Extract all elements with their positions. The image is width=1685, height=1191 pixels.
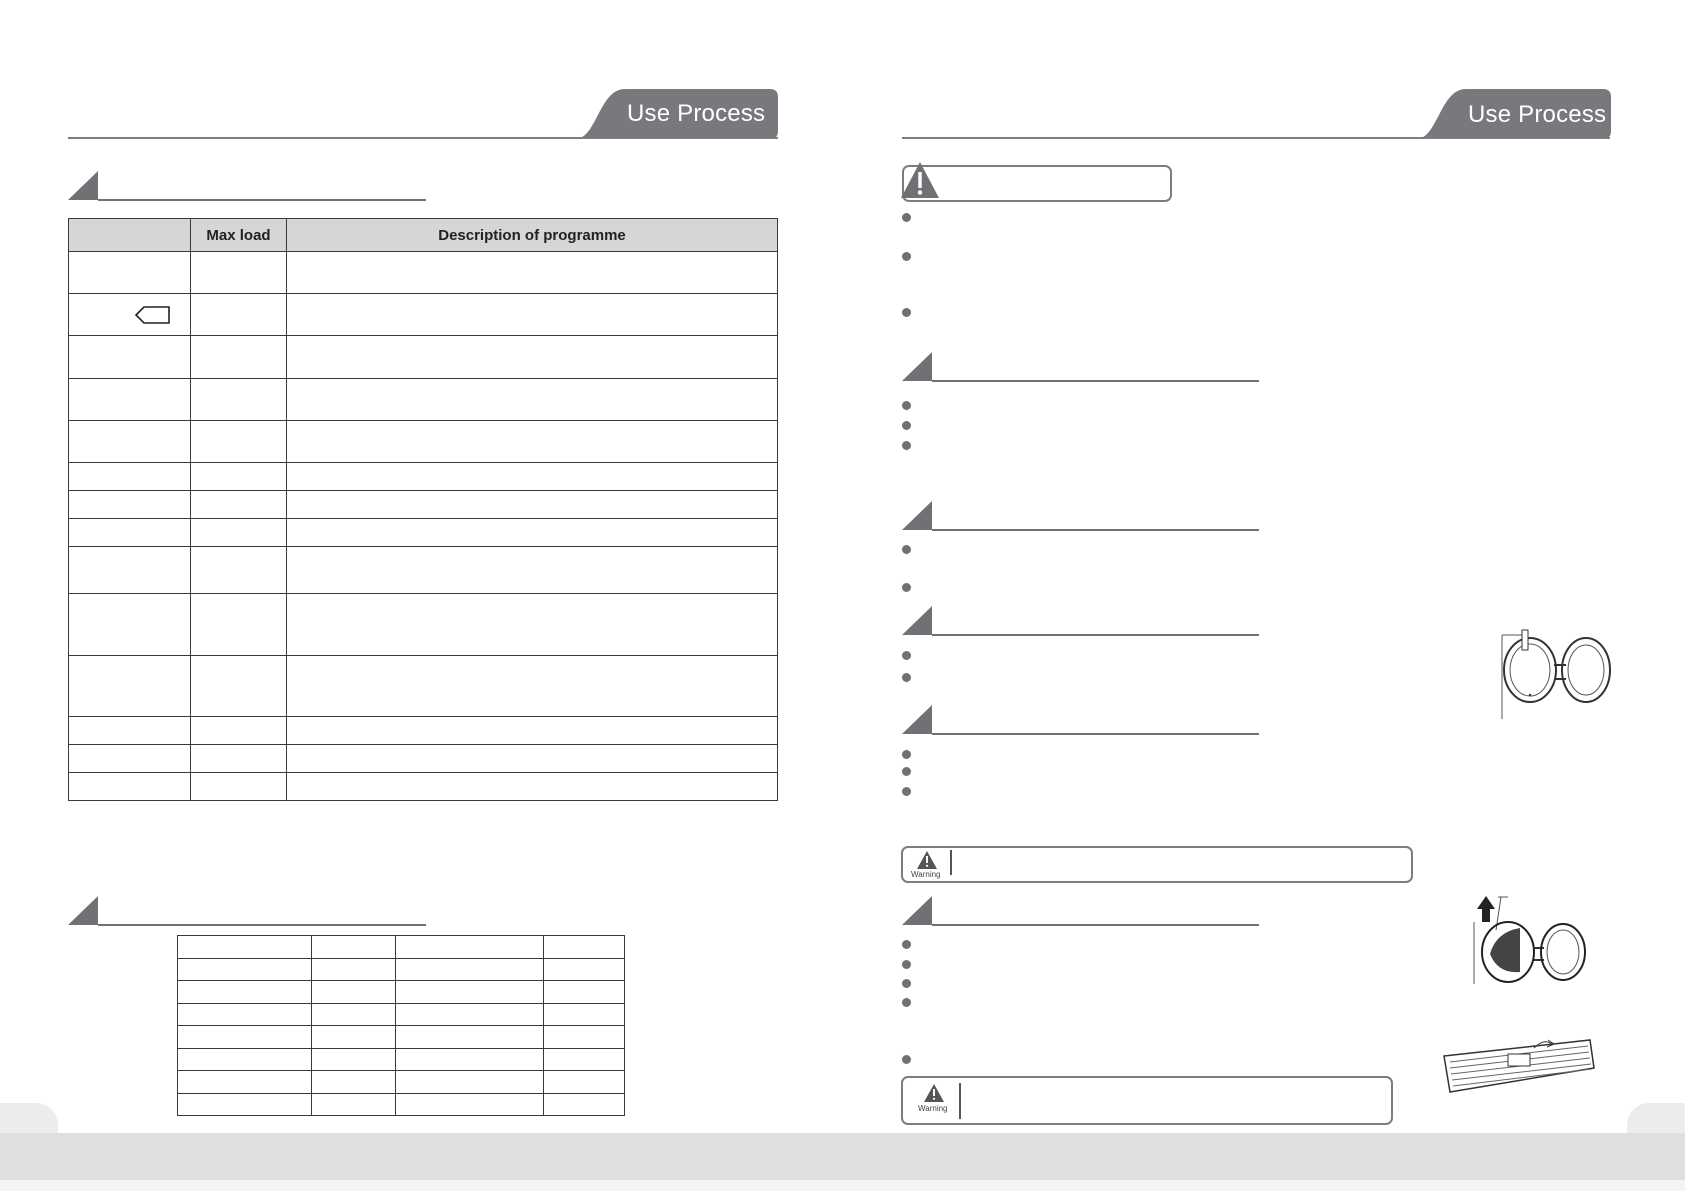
table-row	[178, 958, 625, 981]
programme-table-header	[69, 219, 778, 252]
bullet	[902, 940, 911, 949]
bullet	[902, 960, 911, 969]
bullet	[902, 767, 911, 776]
bullet	[902, 651, 911, 660]
lint-filter-illustration	[1438, 1034, 1598, 1098]
bullet	[902, 213, 911, 222]
left-header-tab-label: Use Process	[627, 100, 766, 127]
left-section-line-1	[98, 199, 426, 201]
dryer-door-open-illustration	[1488, 625, 1618, 720]
table-row	[69, 491, 778, 519]
right-header-rule	[902, 137, 1610, 139]
table-row	[178, 1026, 625, 1049]
bullet	[902, 421, 911, 430]
table-row	[178, 1093, 625, 1116]
small-table	[177, 935, 625, 1116]
table-row	[178, 936, 625, 959]
table-row	[69, 547, 778, 594]
page-footer-band	[0, 1133, 1685, 1180]
table-row	[178, 981, 625, 1004]
bullet	[902, 583, 911, 592]
right-section-marker-4	[902, 705, 932, 734]
right-section-line-2	[932, 529, 1259, 531]
table-row	[69, 594, 778, 656]
bullet	[902, 673, 911, 682]
left-section-marker-2	[68, 896, 98, 925]
warning-divider-1	[950, 850, 952, 875]
table-row	[69, 294, 778, 336]
right-section-line-3	[932, 634, 1259, 636]
bullet	[902, 545, 911, 554]
right-section-line-1	[932, 380, 1259, 382]
left-corner-tab	[0, 1103, 58, 1133]
bullet	[902, 441, 911, 450]
right-section-marker-5	[902, 896, 932, 925]
table-row	[178, 1048, 625, 1071]
right-section-marker-2	[902, 501, 932, 530]
right-corner-tab	[1627, 1103, 1685, 1133]
bullet	[902, 998, 911, 1007]
exclamation-triangle-icon	[900, 160, 940, 200]
right-section-line-4	[932, 733, 1259, 735]
table-row	[69, 379, 778, 421]
header-description: Description of programme	[287, 219, 778, 252]
bullet	[902, 308, 911, 317]
table-row	[69, 519, 778, 547]
tag-icon	[135, 305, 171, 325]
bullet	[902, 787, 911, 796]
programme-table	[68, 218, 778, 801]
warning-label-2: Warning	[918, 1104, 948, 1113]
table-row	[69, 745, 778, 773]
table-row	[69, 336, 778, 379]
left-section-marker-1	[68, 171, 98, 200]
right-section-marker-3	[902, 606, 932, 635]
table-row	[178, 1071, 625, 1094]
bullet	[902, 252, 911, 261]
bullet	[902, 750, 911, 759]
table-row	[69, 252, 778, 294]
warning-divider-2	[959, 1083, 961, 1119]
warning-box-1	[901, 846, 1413, 883]
table-row	[69, 656, 778, 717]
header-max-load: Max load	[191, 219, 287, 252]
table-row	[69, 421, 778, 463]
right-section-line-5	[932, 924, 1259, 926]
bullet	[902, 1055, 911, 1064]
left-header-rule	[68, 137, 778, 139]
right-header-tab-label: Use Process	[1468, 101, 1607, 128]
warning-box-2	[901, 1076, 1393, 1125]
table-row	[69, 463, 778, 491]
table-row	[69, 773, 778, 801]
right-section-marker-1	[902, 352, 932, 381]
warning-triangle-icon	[923, 1083, 945, 1103]
warning-label-1: Warning	[911, 870, 941, 879]
page-footer-strip	[0, 1180, 1685, 1191]
header-programme	[69, 219, 191, 252]
table-row	[178, 1003, 625, 1026]
left-section-line-2	[98, 924, 426, 926]
dryer-filter-removal-illustration	[1468, 892, 1598, 987]
caution-box	[902, 165, 1172, 202]
bullet	[902, 979, 911, 988]
warning-triangle-icon	[916, 850, 938, 870]
table-row	[69, 717, 778, 745]
bullet	[902, 401, 911, 410]
